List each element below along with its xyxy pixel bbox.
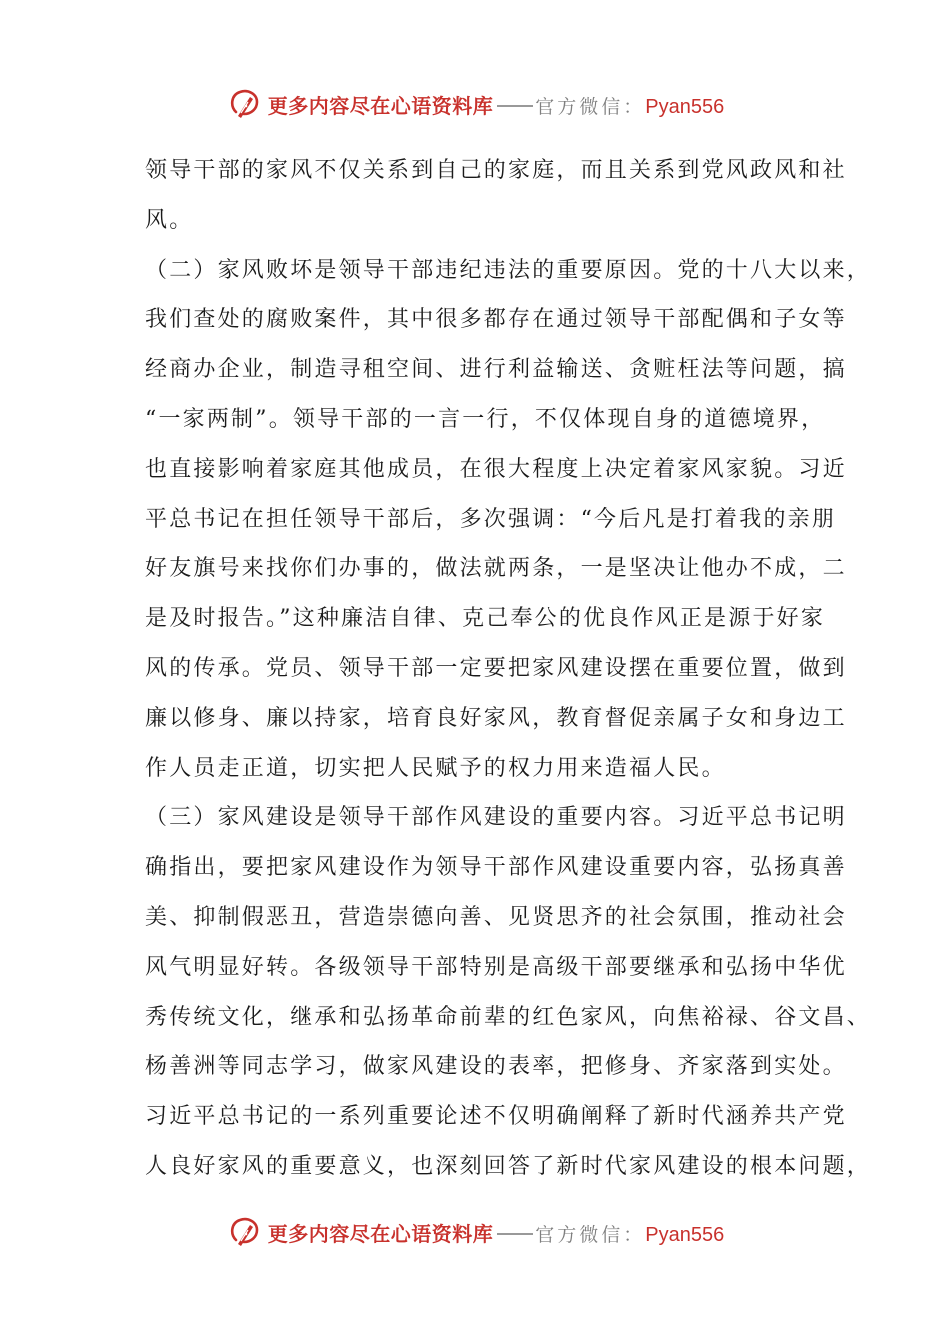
body-line: 好友旗号来找你们办事的，做法就两条，一是坚决让他办不成，二 (145, 556, 847, 582)
banner-slogan: 更多内容尽在心语资料库 (267, 93, 494, 118)
body-line: 我们查处的腐败案件，其中很多都存在通过领导干部配偶和子女等 (145, 307, 847, 333)
banner-wechat-id: Pyan556 (645, 95, 725, 118)
header-banner (0, 82, 950, 126)
body-line: 作人员走正道，切实把人民赋予的权力用来造福人民。 (145, 755, 726, 781)
pen-nib-circle-icon (226, 86, 262, 122)
banner-dash (497, 1233, 533, 1235)
pen-nib-circle-icon (226, 1214, 262, 1250)
document-body (145, 146, 872, 1192)
body-line: 风的传承。党员、领导干部一定要把家风建设摆在重要位置，做到 (145, 655, 847, 681)
body-line: “一家两制”。领导干部的一言一行，不仅体现自身的道德境界， (145, 406, 826, 432)
body-line: 确指出，要把家风建设作为领导干部作风建设重要内容，弘扬真善 (145, 855, 847, 881)
banner-slogan: 更多内容尽在心语资料库 (267, 1221, 494, 1246)
body-line: 风。 (145, 207, 194, 233)
banner-wechat-label: 官方微信： (535, 95, 646, 118)
body-line: （三）家风建设是领导干部作风建设的重要内容。习近平总书记明 (145, 805, 847, 831)
body-line: 经商办企业，制造寻租空间、进行利益输送、贪赃枉法等问题，搞 (145, 357, 847, 383)
body-line: 习近平总书记的一系列重要论述不仅明确阐释了新时代涵养共产党 (145, 1104, 847, 1130)
body-line: 领导干部的家风不仅关系到自己的家庭，而且关系到党风政风和社 (145, 158, 847, 183)
banner-wechat-label: 官方微信： (535, 1223, 646, 1246)
banner-dash (497, 105, 533, 107)
body-line: 平总书记在担任领导干部后，多次强调：“今后凡是打着我的亲朋 (145, 506, 837, 532)
body-line: 廉以修身、廉以持家，培育良好家风，教育督促亲属子女和身边工 (145, 705, 847, 731)
body-line: 秀传统文化，继承和弘扬革命前辈的红色家风，向焦裕禄、谷文昌、 (145, 1004, 872, 1030)
banner-wechat-id: Pyan556 (645, 1223, 725, 1246)
body-line: （二）家风败坏是领导干部违纪违法的重要原因。党的十八大以来， (145, 257, 872, 283)
body-line: 杨善洲等同志学习，做家风建设的表率，把修身、齐家落到实处。 (145, 1054, 847, 1080)
body-line: 人良好家风的重要意义，也深刻回答了新时代家风建设的根本问题， (145, 1153, 872, 1179)
body-line: 是及时报告。”这种廉洁自律、克己奉公的优良作风正是源于好家 (145, 606, 826, 632)
body-line: 风气明显好转。各级领导干部特别是高级干部要继承和弘扬中华优 (145, 954, 847, 980)
footer-banner (0, 1210, 950, 1254)
body-line: 也直接影响着家庭其他成员，在很大程度上决定着家风家貌。习近 (145, 456, 847, 482)
body-line: 美、抑制假恶丑，营造崇德向善、见贤思齐的社会氛围，推动社会 (145, 904, 847, 930)
